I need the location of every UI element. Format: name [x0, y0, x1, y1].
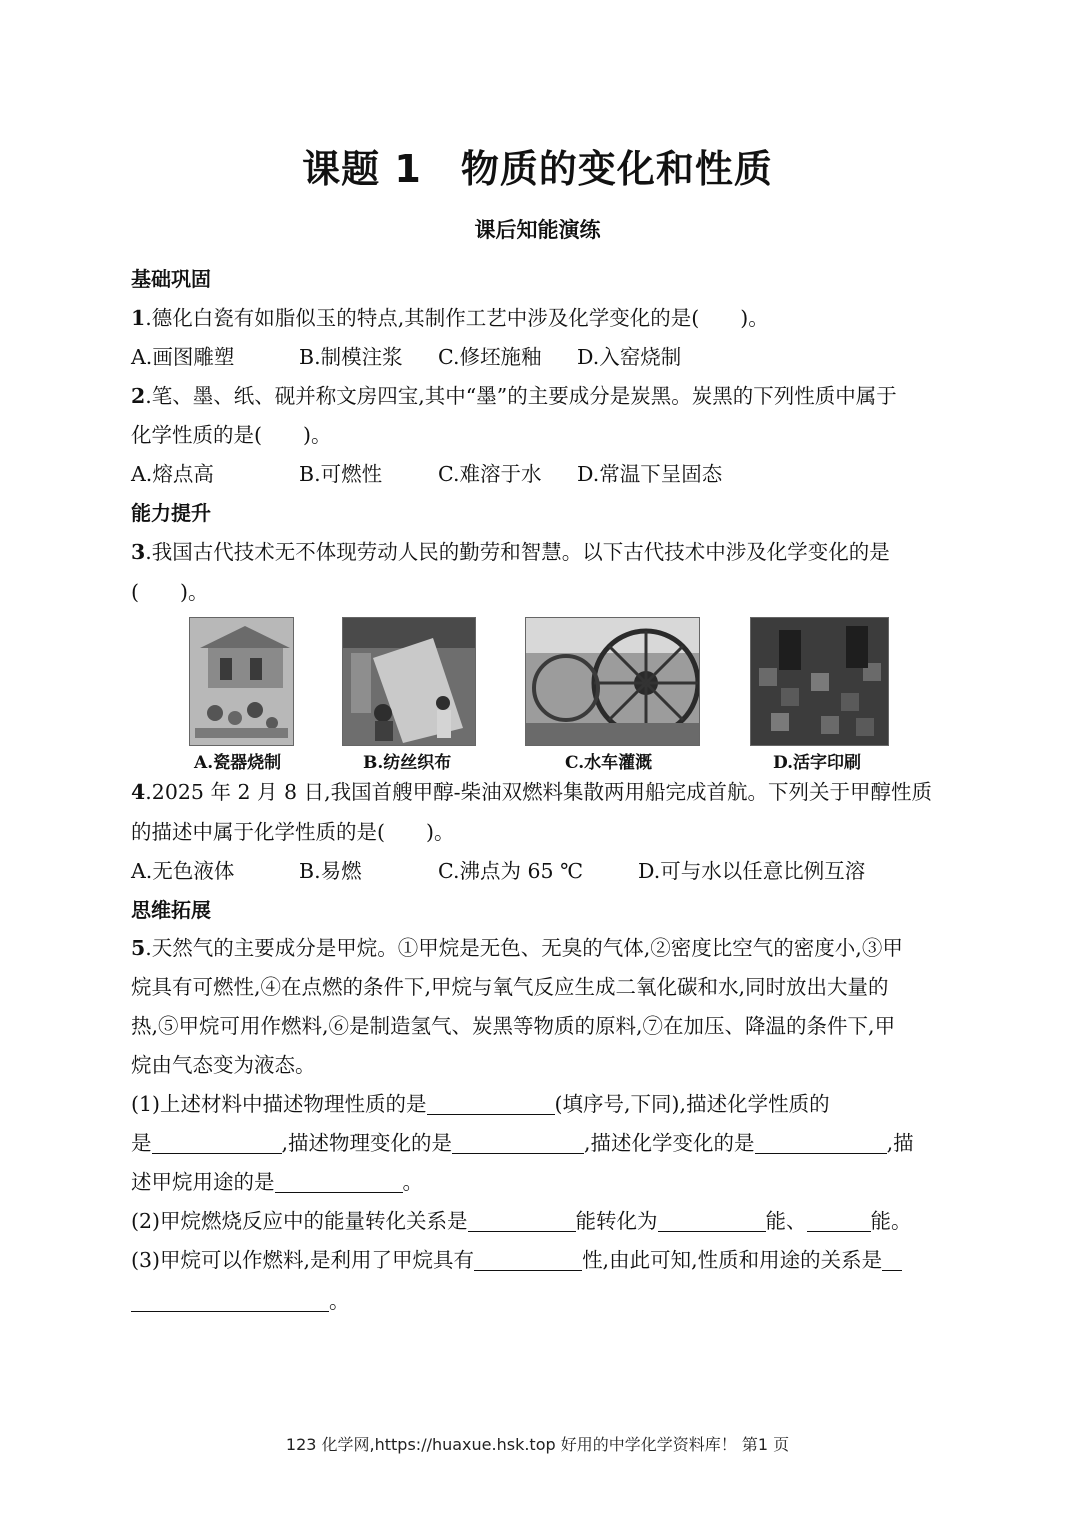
- q5-part-2-text: 能、: [765, 1209, 807, 1233]
- answer-blank-relation[interactable]: [131, 1289, 329, 1312]
- answer-blank-chemical-property[interactable]: [152, 1131, 282, 1154]
- question-1: [131, 303, 769, 333]
- question-5-line-2: 烷具有可燃性,④在点燃的条件下,甲烷与氧气反应生成二氧化碳和水,同时放出大量的: [131, 975, 889, 999]
- question-4-cont: 的描述中属于化学性质的是( )。: [131, 820, 455, 844]
- answer-blank-relation-start[interactable]: [882, 1248, 902, 1271]
- question-3-cont: ( )。: [131, 580, 209, 604]
- q5-part-1-text: ,描述物理变化的是: [281, 1131, 453, 1155]
- question-text: .笔、墨、纸、砚并称文房四宝,其中“墨”的主要成分是炭黑。炭黑的下列性质中属于: [145, 384, 897, 408]
- answer-blank-energy-target-2[interactable]: [807, 1209, 871, 1232]
- q4-option-d: D.可与水以任意比例互溶: [638, 859, 866, 883]
- q5-part-2: [131, 1206, 912, 1236]
- q5-part-3-text: 性,由此可知,性质和用途的关系是: [582, 1248, 883, 1272]
- q5-part-1-text: ,描述化学变化的是: [584, 1131, 755, 1155]
- question-number: 4: [131, 780, 146, 804]
- question-5-line-4: 烷由气态变为液态。: [131, 1053, 316, 1077]
- answer-blank-usage[interactable]: [275, 1170, 403, 1193]
- question-text: .天然气的主要成分是甲烷。①甲烷是无色、无臭的气体,②密度比空气的密度小,③甲: [145, 936, 903, 960]
- question-5: [131, 933, 903, 963]
- q5-part-2-text: 能。: [870, 1209, 912, 1233]
- waterwheel-image: [525, 617, 700, 746]
- question-4: [131, 777, 932, 807]
- question-text: .我国古代技术无不体现劳动人民的勤劳和智慧。以下古代技术中涉及化学变化的是: [145, 540, 890, 564]
- q4-option-b: B.易燃: [299, 859, 362, 883]
- question-5-line-3: 热,⑤甲烷可用作燃料,⑥是制造氢气、炭黑等物质的原料,⑦在加压、降温的条件下,甲: [131, 1014, 896, 1038]
- answer-blank-physical-change[interactable]: [452, 1131, 584, 1154]
- q5-part-3-text: (3)甲烷可以作燃料,是利用了甲烷具有: [131, 1248, 475, 1272]
- answer-blank-property[interactable]: [474, 1248, 582, 1271]
- q5-part-3-line-1: [131, 1245, 902, 1275]
- q5-part-1-line-2: [131, 1128, 914, 1158]
- question-text: .德化白瓷有如脂似玉的特点,其制作工艺中涉及化学变化的是( )。: [145, 306, 769, 330]
- q2-option-d: D.常温下呈固态: [577, 462, 723, 486]
- question-text: .2025 年 2 月 8 日,我国首艘甲醇-柴油双燃料集散两用船完成首航。下列关于甲醇性质: [145, 780, 933, 804]
- q5-part-1-line-1: [131, 1089, 830, 1119]
- q5-part-1-text: (填序号,下同),描述化学性质的: [554, 1092, 830, 1116]
- q5-part-3-line-2: [131, 1286, 350, 1316]
- q5-part-1-text: ,描: [886, 1131, 914, 1155]
- movable-type-image: [750, 617, 889, 746]
- section-heading-thinking: 思维拓展: [131, 898, 211, 922]
- question-2: [131, 381, 897, 411]
- q2-option-a: A.熔点高: [131, 462, 214, 486]
- q5-part-3-text: 。: [329, 1289, 350, 1313]
- q5-part-2-text: (2)甲烷燃烧反应中的能量转化关系是: [131, 1209, 468, 1233]
- page-subtitle: 课后知能演练: [474, 218, 601, 242]
- question-number: 2: [131, 384, 146, 408]
- image-caption-c: C.水车灌溉: [565, 753, 653, 773]
- q5-part-1-text: 述甲烷用途的是: [131, 1170, 275, 1194]
- question-number: 3: [131, 540, 146, 564]
- q2-option-c: C.难溶于水: [438, 462, 542, 486]
- page-title: 课题 1 物质的变化和性质: [302, 147, 773, 191]
- page-footer: 123 化学网,https://huaxue.hsk.top 好用的中学化学资料库！ 第1 页: [285, 1435, 790, 1454]
- question-number: 1: [131, 306, 146, 330]
- answer-blank-chemical-change[interactable]: [755, 1131, 887, 1154]
- question-number: 5: [131, 936, 146, 960]
- image-caption-d: D.活字印刷: [773, 753, 862, 773]
- q1-option-c: C.修坯施釉: [438, 345, 542, 369]
- q5-part-2-text: 能转化为: [575, 1209, 658, 1233]
- question-2-cont: 化学性质的是( )。: [131, 423, 332, 447]
- section-heading-basic: 基础巩固: [131, 267, 211, 291]
- q5-part-1-text: 是: [131, 1131, 152, 1155]
- answer-blank-physical-property[interactable]: [427, 1092, 555, 1115]
- q4-option-c: C.沸点为 65 ℃: [438, 859, 584, 883]
- answer-blank-energy-source[interactable]: [468, 1209, 576, 1232]
- q5-part-1-line-3: [131, 1167, 423, 1197]
- q1-option-b: B.制模注浆: [299, 345, 403, 369]
- section-heading-ability: 能力提升: [131, 501, 211, 525]
- image-caption-b: B.纺丝织布: [363, 753, 452, 773]
- q1-option-a: A.画图雕塑: [131, 345, 235, 369]
- image-caption-a: A.瓷器烧制: [194, 753, 282, 773]
- q2-option-b: B.可燃性: [299, 462, 383, 486]
- question-3: [131, 537, 890, 567]
- q5-part-1-text: (1)上述材料中描述物理性质的是: [131, 1092, 427, 1116]
- answer-blank-energy-target-1[interactable]: [658, 1209, 766, 1232]
- q4-option-a: A.无色液体: [131, 859, 235, 883]
- q1-option-d: D.入窑烧制: [577, 345, 682, 369]
- q5-part-1-text: 。: [402, 1170, 423, 1194]
- porcelain-kiln-image: [189, 617, 294, 746]
- silk-weaving-image: [342, 617, 476, 746]
